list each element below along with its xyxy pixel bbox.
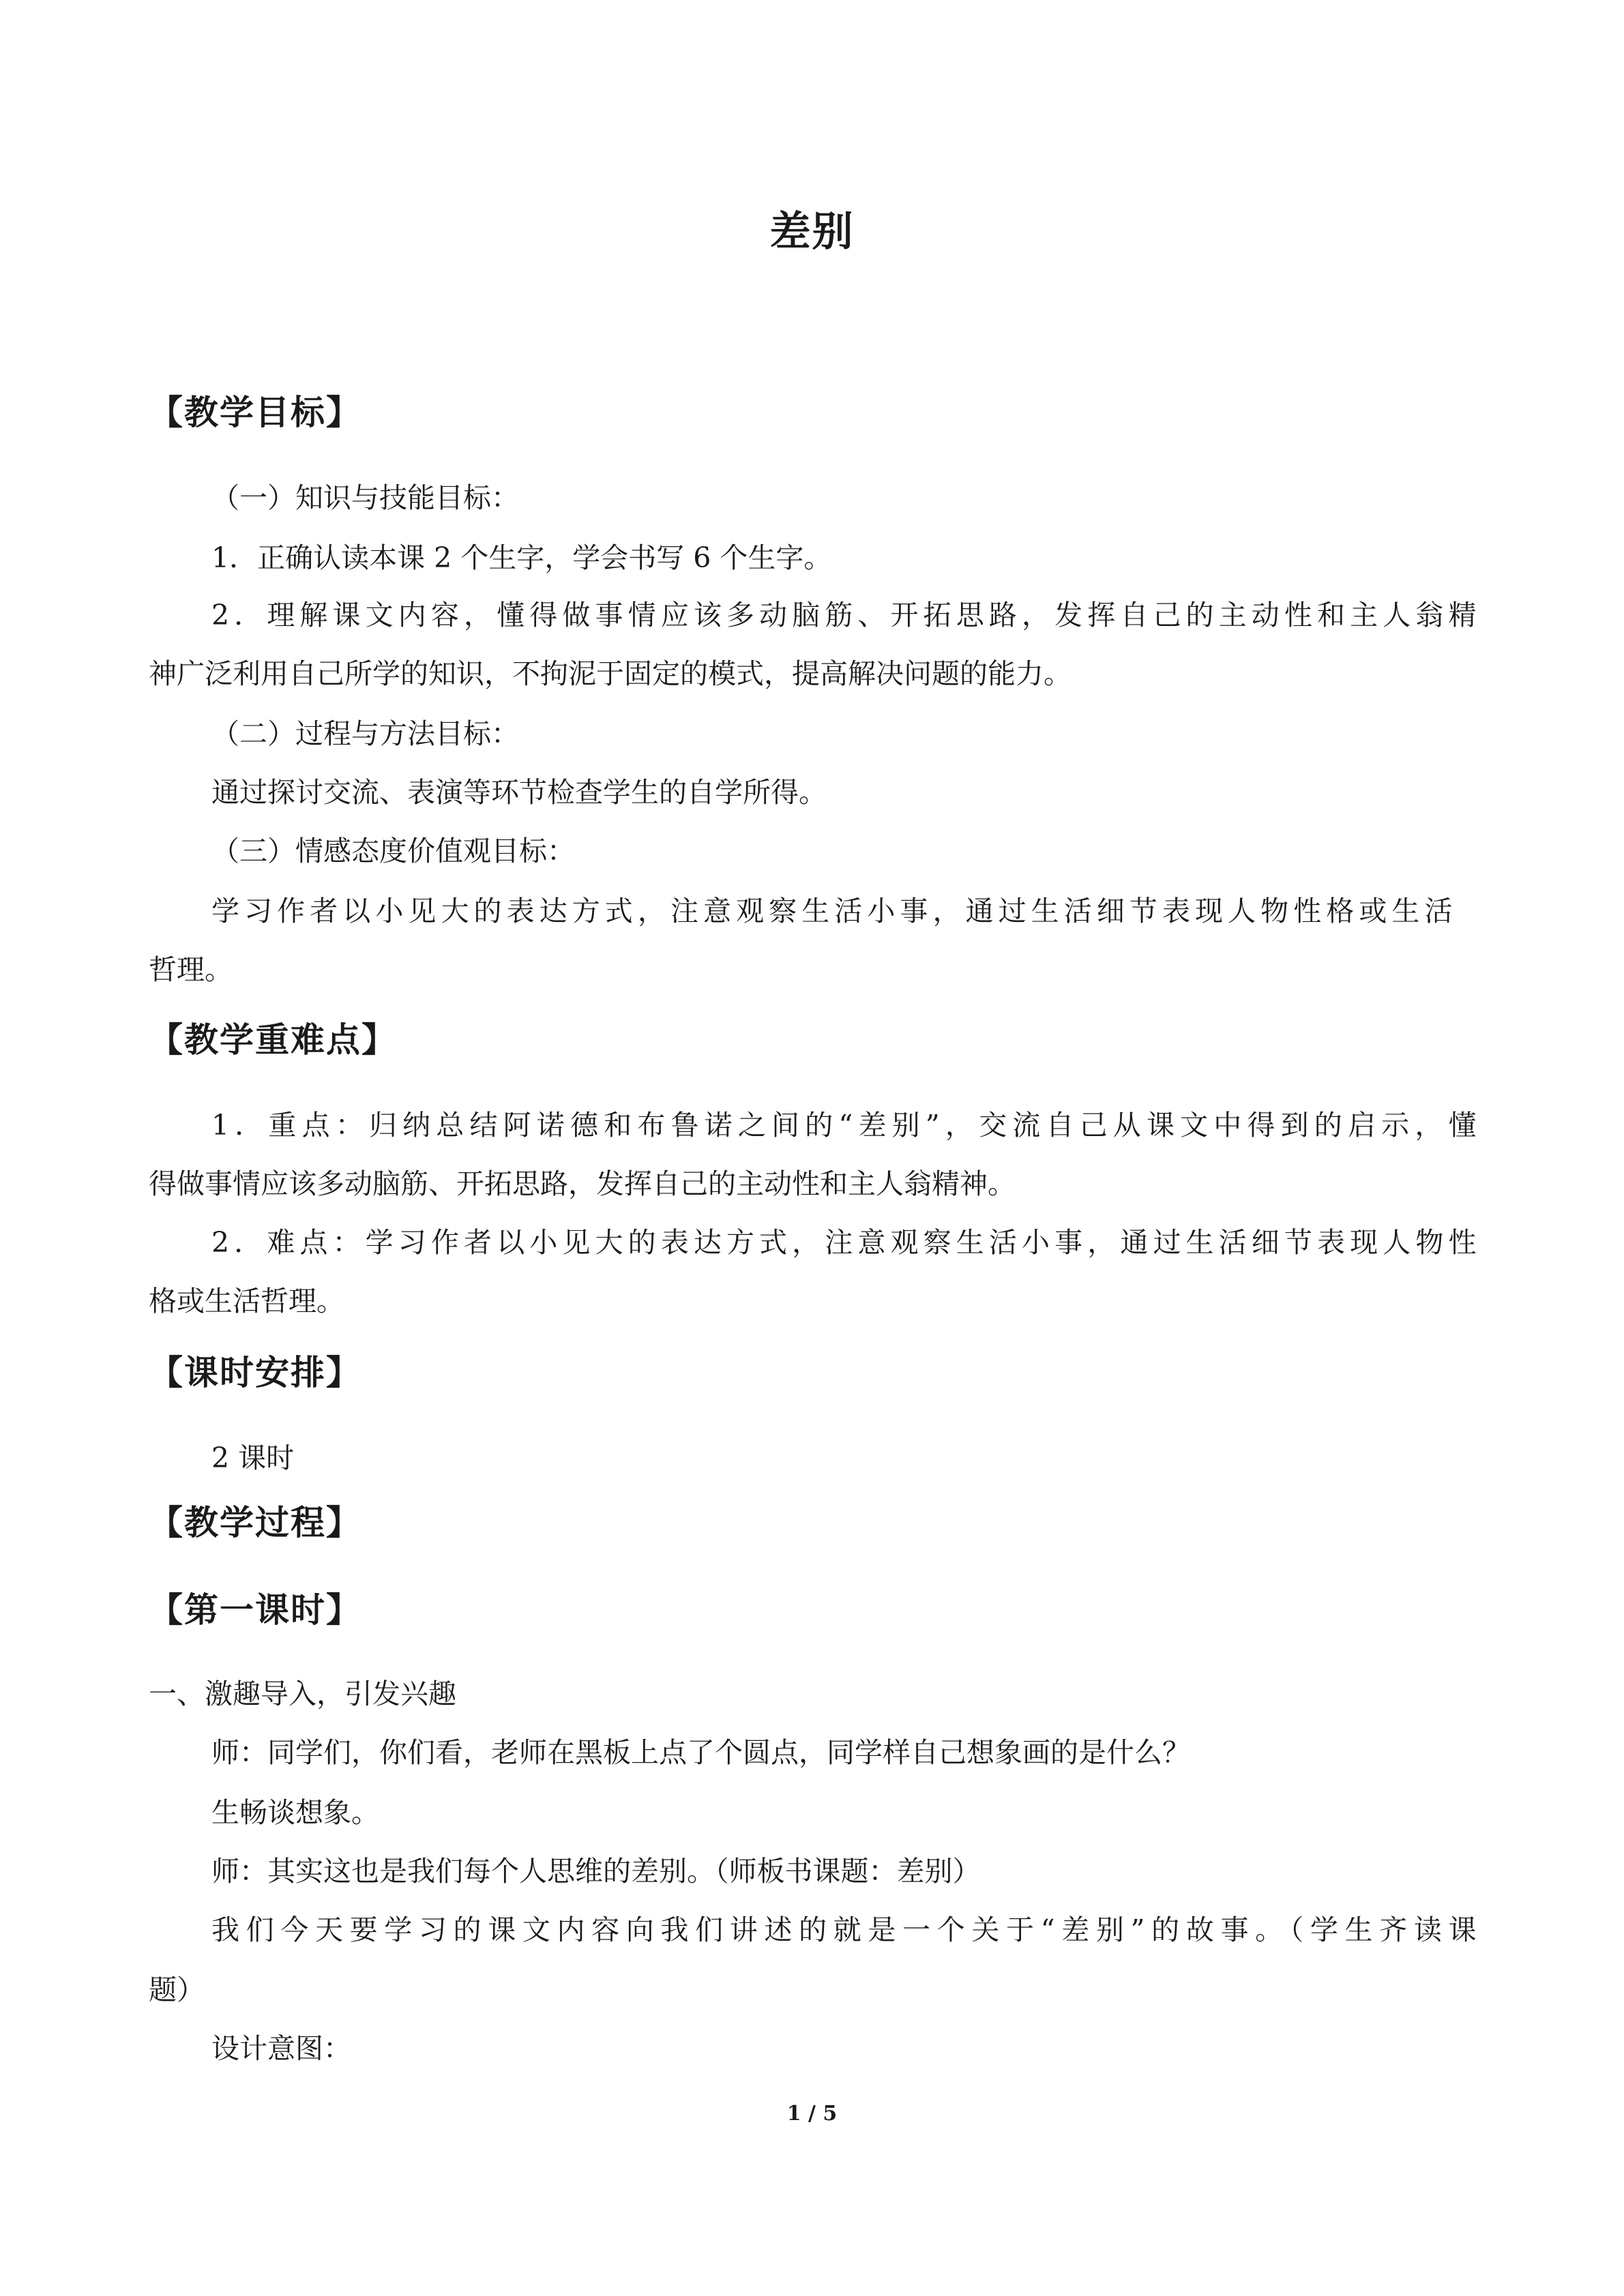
lesson-line4-part2: 题） [149,1973,205,2006]
lesson-line1: 师：同学们，你们看，老师在黑板上点了个圆点，同学样自己想象画的是什么？ [211,1736,1190,1769]
page-number: 1 / 5 [786,2102,838,2126]
key-points-item1-line2: 得做事情应该多动脑筋、开拓思路，发挥自己的主动性和主人翁精神。 [149,1167,1016,1200]
lesson-step1: 一、激趣导入，引发兴趣 [149,1678,456,1710]
heading-objectives: 【教学目标】 [149,393,361,432]
objectives-sub1: （一）知识与技能目标： [211,481,519,514]
lesson-line4-part1: 我们今天要学习的课文内容向我们讲述的就是一个关于“差别”的故事。（学生齐读课 [211,1913,1477,1946]
objectives-sub3: （三）情感态度价值观目标： [211,835,575,867]
objectives-item2-line1: 2．理解课文内容，懂得做事情应该多动脑筋、开拓思路，发挥自己的主动性和主人翁精 [211,599,1477,631]
objectives-item1: 1．正确认读本课 2 个生字，学会书写 6 个生字。 [211,541,832,574]
key-points-item2-line2: 格或生活哲理。 [149,1285,344,1317]
document-title: 差别 [769,208,855,256]
schedule-text: 2 课时 [211,1442,295,1474]
lesson-line2: 生畅谈想象。 [211,1796,379,1829]
objectives-attitude-line2: 哲理。 [149,953,233,986]
lesson-line3: 师：其实这也是我们每个人思维的差别。（师板书课题：差别） [211,1855,981,1888]
heading-schedule: 【课时安排】 [149,1353,361,1392]
heading-process: 【教学过程】 [149,1503,361,1542]
key-points-item2-line1: 2．难点：学习作者以小见大的表达方式，注意观察生活小事，通过生活细节表现人物性 [211,1226,1477,1259]
objectives-process-text: 通过探讨交流、表演等环节检查学生的自学所得。 [211,776,827,809]
objectives-sub2: （二）过程与方法目标： [211,717,519,750]
heading-first-lesson: 【第一课时】 [149,1590,361,1630]
objectives-item2-line2: 神广泛利用自己所学的知识，不拘泥于固定的模式，提高解决问题的能力。 [149,657,1072,690]
heading-key-points: 【教学重难点】 [149,1020,397,1060]
key-points-item1-line1: 1．重点：归纳总结阿诺德和布鲁诺之间的“差别”，交流自己从课文中得到的启示，懂 [211,1109,1477,1142]
lesson-line5: 设计意图： [211,2032,351,2065]
objectives-attitude-line1: 学习作者以小见大的表达方式，注意观察生活小事，通过生活细节表现人物性格或生活 [211,895,1453,927]
